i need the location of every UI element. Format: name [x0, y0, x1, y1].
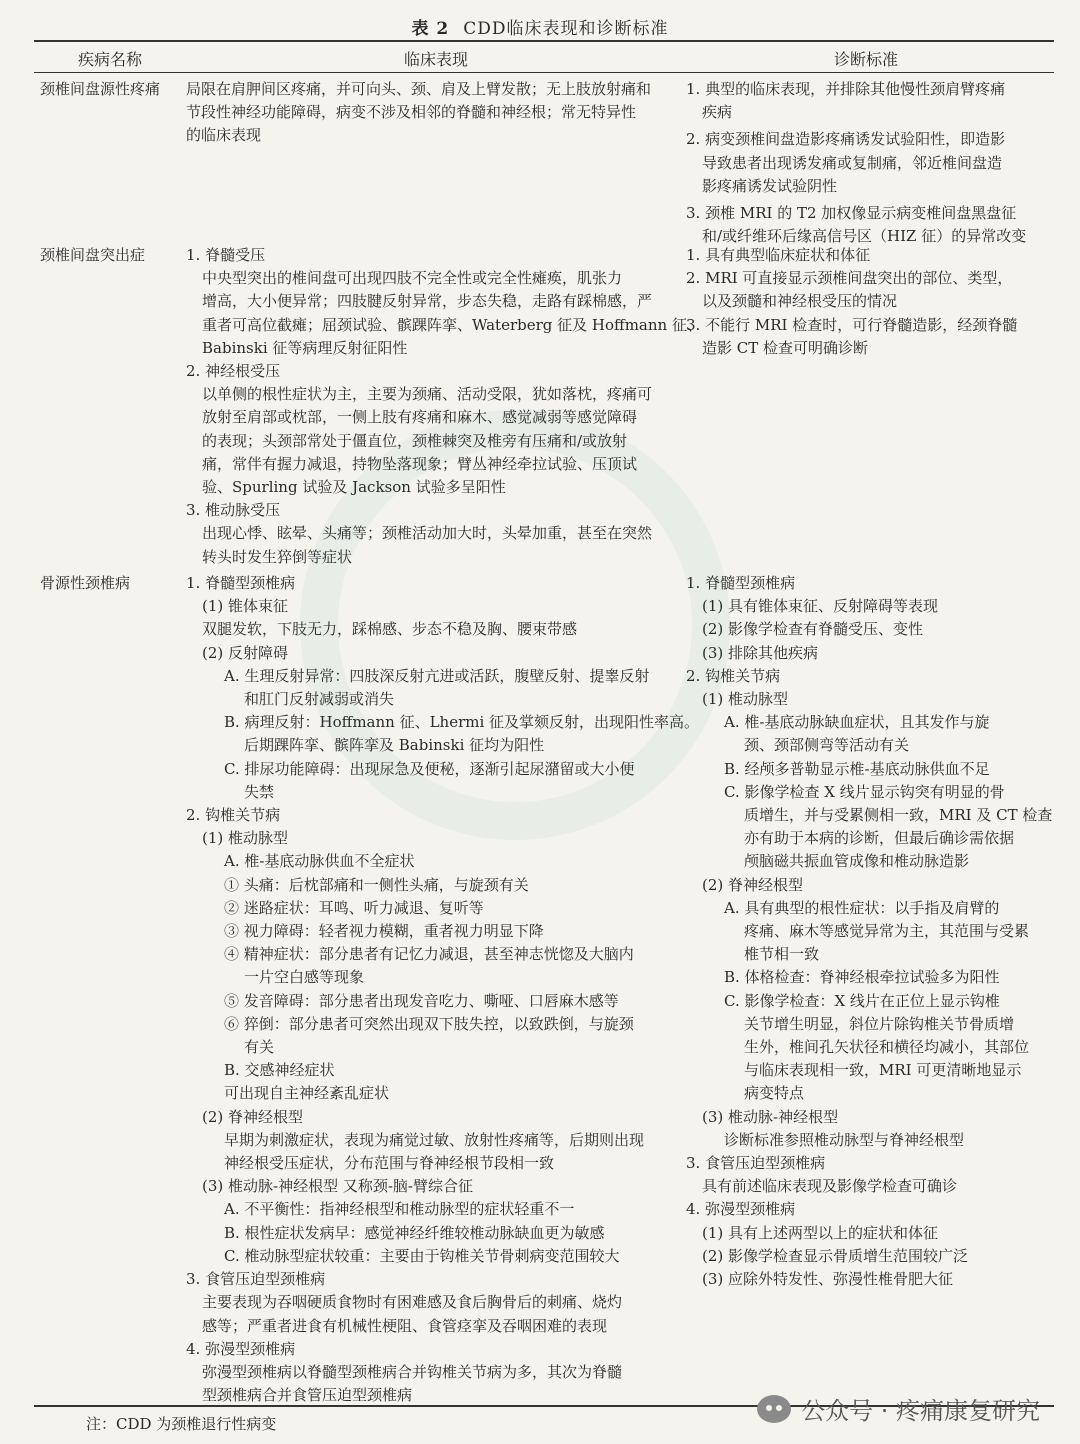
table-cell-line: 与临床表现相一致，MRI 可更清晰地显示 [744, 1061, 1022, 1080]
table-cell-line: 出现心悸、眩晕、头痛等；颈椎活动加大时，头晕加重，甚至在突然 [202, 524, 653, 543]
table-cell-line: 3. 颈椎 MRI 的 T2 加权像显示病变椎间盘黑盘征 [686, 204, 1017, 223]
table-cell-line: 增高，大小便异常；四肢腱反射异常，步态失稳，走路有踩棉感，严 [202, 292, 653, 311]
table-cell-line: 主要表现为吞咽硬质食物时有困难感及食后胸骨后的刺痛、烧灼 [202, 1293, 623, 1312]
table-cell-line: A. 椎-基底动脉缺血症状，且其发作与旋 [724, 713, 990, 732]
row-3-clinical [186, 572, 700, 1407]
table-cell-line: (1) 具有锥体束征、反射障碍等表现 [702, 597, 939, 616]
row-2-diagnosis [686, 244, 1048, 360]
table-cell-line: B. 经颅多普勒显示椎-基底动脉供血不足 [724, 759, 990, 778]
table-cell-line: 中央型突出的椎间盘可出现四肢不完全性或完全性瘫痪，肌张力 [202, 269, 623, 288]
table-cell-line: 和肛门反射减弱或消失 [244, 690, 395, 709]
table-cell-line: 病变特点 [744, 1084, 805, 1103]
table-cell-line: 型颈椎病合并食管压迫型颈椎病 [202, 1386, 413, 1405]
table-cell-line: 1. 脊髓型颈椎病 [186, 574, 296, 592]
table-cell-line: 早期为刺激症状，表现为痛觉过敏、放射性疼痛等，后期则出现 [224, 1130, 645, 1149]
row-name-discogenic-pain: 颈椎间盘源性疼痛 [40, 80, 161, 98]
table-cell-line: 感等；严重者进食有机械性梗阻、食管痉挛及吞咽困难的表现 [202, 1316, 608, 1335]
table-title [0, 14, 1080, 39]
table-cell-line: 转头时发生猝倒等症状 [202, 547, 353, 566]
table-cell-line: 椎节相一致 [744, 945, 820, 964]
row-name-osteogenic-spondylosis: 骨源性颈椎病 [40, 574, 131, 592]
table-cell-line: (1) 锥体束征 [202, 597, 289, 616]
table-cell-line: 失禁 [244, 782, 275, 801]
table-cell-line: (1) 具有上述两型以上的症状和体征 [702, 1223, 939, 1242]
table-cell-line: 重者可高位截瘫；屈颈试验、髌踝阵挛、Waterberg 征及 Hoffmann 征、 [202, 315, 702, 334]
table-cell-line: B. 交感神经症状 [224, 1061, 335, 1080]
table-cell-line: ① 头痛：后枕部痛和一侧性头痛，与旋颈有关 [224, 875, 529, 894]
table-cell-line: ③ 视力障碍：轻者视力模糊，重者视力明显下降 [224, 922, 544, 941]
table-number: 表 2 [411, 19, 450, 39]
table-cell-line: ④ 精神症状：部分患者有记忆力减退，甚至神志恍惚及大脑内 [224, 945, 634, 964]
table-cell-line: 关节增生明显，斜位片除钩椎关节骨质增 [744, 1014, 1015, 1033]
table-cell-line: 1. 典型的临床表现，并排除其他慢性颈肩臂疼痛 [686, 80, 1006, 98]
table-cell-line: 弥漫型颈椎病以脊髓型颈椎病合并钩椎关节病为多，其次为脊髓 [202, 1362, 623, 1381]
table-cell-line: 具有前述临床表现及影像学检查可确诊 [702, 1177, 958, 1196]
table-cell-line: C. 影像学检查：X 线片在正位上显示钩椎 [724, 991, 1000, 1010]
table-cell-line: ② 迷路症状：耳鸣、听力减退、复听等 [224, 898, 484, 917]
table-cell-line: 造影 CT 检查可明确诊断 [702, 338, 869, 357]
table-cell-line: (2) 影像学检查显示骨质增生范围较广泛 [702, 1246, 969, 1265]
table-cell-line: C. 影像学检查 X 线片显示钩突有明显的骨 [724, 782, 1005, 801]
table-cell-line: 神经根受压症状，分布范围与脊神经根节段相一致 [224, 1154, 555, 1173]
table-cell-line: 2. 病变颈椎间盘造影疼痛诱发试验阳性，即造影 [686, 130, 1006, 149]
table-cell-line: B. 病理反射：Hoffmann 征、Lhermi 征及掌颏反射，出现阳性率高。 [224, 713, 700, 732]
table-cell-line: (3) 应除外特发性、弥漫性椎骨肥大征 [702, 1270, 954, 1289]
table-cell-line: 的表现；头颈部常处于僵直位，颈椎棘突及椎旁有压痛和/或放射 [202, 431, 628, 450]
table-cell-line: 和/或纤维环后缘高信号区（HIZ 征）的异常改变 [702, 227, 1027, 246]
table-cell-line: 质增生，并与受累侧相一致，MRI 及 CT 检查 [744, 806, 1053, 825]
table-note: 注：CDD 为颈椎退行性病变 [86, 1415, 277, 1433]
table-cell-line: 2. MRI 可直接显示颈椎间盘突出的部位、类型， [686, 269, 1013, 288]
table-cell-line: 4. 弥漫型颈椎病 [186, 1339, 296, 1358]
header-disease-name: 疾病名称 [77, 50, 142, 69]
table-cell-line: 有关 [244, 1038, 275, 1057]
table-cell-line: ⑥ 猝倒：部分患者可突然出现双下肢失控，以致跌倒，与旋颈 [224, 1014, 634, 1033]
table-cell-line: 疼痛、麻木等感觉异常为主，其范围与受累 [744, 922, 1030, 941]
table-cell-line: (1) 椎动脉型 [202, 829, 289, 848]
table-cell-line: 一片空白感等现象 [244, 968, 365, 987]
footer-account-name: 公众号 · 疼痛康复研究 [801, 1397, 1040, 1425]
table-cell-line: 痛，常伴有握力减退，持物坠落现象；臂丛神经牵拉试验、压顶试 [202, 454, 638, 473]
table-cell-line: 以及颈髓和神经根受压的情况 [702, 292, 898, 311]
table-cell-line: (3) 椎动脉-神经根型 [702, 1107, 839, 1126]
row-2-clinical [186, 244, 702, 569]
row-1-clinical [186, 78, 686, 148]
table-cell-line: B. 体格检查：脊神经根牵拉试验多为阳性 [724, 968, 1000, 987]
table-cell-line: 亦有助于本病的诊断，但最后确诊需依据 [744, 829, 1015, 848]
table-cell-line: C. 排尿功能障碍：出现尿急及便秘，逐渐引起尿潴留或大小便 [224, 759, 635, 778]
header-clinical: 临床表现 [403, 50, 468, 69]
row-3-diagnosis [686, 572, 1053, 1291]
table-cell-line: Babinski 征等病理反射征阳性 [202, 338, 408, 357]
table-cell-line: 3. 食管压迫型颈椎病 [186, 1270, 326, 1289]
table-cell-line: 4. 弥漫型颈椎病 [686, 1200, 796, 1219]
table-cell-line: B. 根性症状发病早：感觉神经纤维较椎动脉缺血更为敏感 [224, 1223, 605, 1242]
row-name-disc-herniation: 颈椎间盘突出症 [40, 246, 146, 264]
table-cell-line: A. 具有典型的根性症状：以手指及肩臂的 [724, 898, 1000, 917]
table-cell-line: 诊断标准参照椎动脉型与脊神经根型 [724, 1130, 965, 1149]
table-cell-line: 疾病 [702, 103, 733, 122]
table-cell-line: 验、Spurling 试验及 Jackson 试验多呈阳性 [202, 478, 506, 497]
table-cell-line: 局限在肩胛间区疼痛，并可向头、颈、肩及上臂发散；无上肢放射痛和 [186, 80, 652, 98]
table-cell-line: 3. 不能行 MRI 检查时，可行脊髓造影，经颈脊髓 [686, 315, 1018, 334]
table-cell-line: 以单侧的根性症状为主，主要为颈痛、活动受限，犹如落枕，疼痛可 [202, 385, 653, 404]
table-cell-line: 放射至肩部或枕部，一侧上肢有疼痛和麻木、感觉减弱等感觉障碍 [202, 408, 638, 427]
table-cell-line: 影疼痛诱发试验阴性 [702, 176, 838, 195]
header-rule [34, 72, 1054, 73]
table-cell-line: (3) 排除其他疾病 [702, 643, 819, 662]
table-cell-line: (2) 影像学检查有脊髓受压、变性 [702, 620, 924, 639]
table-cell-line: 节段性神经功能障碍，病变不涉及相邻的脊髓和神经根；常无特异性 [186, 103, 637, 122]
table-cell-line: 颅脑磁共振血管成像和椎动脉造影 [744, 852, 970, 871]
table-cell-line: 1. 具有典型临床症状和体征 [686, 246, 871, 264]
top-rule [34, 40, 1054, 42]
table-cell-line: 1. 脊髓型颈椎病 [686, 574, 796, 592]
table-cell-line: ⑤ 发音障碍：部分患者出现发音吃力、嘶哑、口唇麻木感等 [224, 991, 619, 1010]
table-cell-line: A. 生理反射异常：四肢深反射亢进或活跃，腹壁反射、提睾反射 [224, 666, 650, 685]
table-cell-line: 导致患者出现诱发痛或复制痛，邻近椎间盘造 [702, 153, 1003, 172]
table-cell-line: 后期踝阵挛、髌阵挛及 Babinski 征均为阳性 [244, 736, 545, 755]
table-cell-line: 可出现自主神经紊乱症状 [224, 1084, 390, 1103]
table-cell-line: (2) 反射障碍 [202, 643, 289, 662]
table-cell-line: 3. 食管压迫型颈椎病 [686, 1154, 826, 1173]
table-caption: CDD临床表现和诊断标准 [463, 19, 669, 39]
table-cell-line: 的临床表现 [186, 126, 262, 145]
table-cell-line: (3) 椎动脉-神经根型 又称颈-脑-臂综合征 [202, 1177, 473, 1196]
table-cell-line: 2. 神经根受压 [186, 362, 281, 381]
table-cell-line: 双腿发软，下肢无力，踩棉感、步态不稳及胸、腰束带感 [202, 620, 578, 639]
table-cell-line: 2. 钩椎关节病 [686, 666, 781, 685]
table-cell-line: 2. 钩椎关节病 [186, 806, 281, 825]
table-cell-line: 1. 脊髓受压 [186, 246, 266, 264]
table-cell-line: 生外，椎间孔矢状径和横径均减小，其部位 [744, 1038, 1030, 1057]
header-diagnosis: 诊断标准 [833, 50, 898, 69]
table-cell-line: A. 不平衡性：指神经根型和椎动脉型的症状轻重不一 [224, 1200, 575, 1219]
wechat-icon [757, 1395, 791, 1423]
table-cell-line: C. 椎动脉型症状较重：主要由于钩椎关节骨刺病变范围较大 [224, 1246, 620, 1265]
row-1-diagnosis [686, 78, 1048, 248]
table-cell-line: 3. 椎动脉受压 [186, 501, 281, 520]
table-cell-line: (1) 椎动脉型 [702, 690, 789, 709]
table-cell-line: (2) 脊神经根型 [702, 875, 804, 894]
table-cell-line: (2) 脊神经根型 [202, 1107, 304, 1126]
wechat-footer [757, 1391, 1040, 1426]
table-cell-line: 颈、颈部侧弯等活动有关 [744, 736, 910, 755]
table-cell-line: A. 椎-基底动脉供血不全症状 [224, 852, 415, 871]
